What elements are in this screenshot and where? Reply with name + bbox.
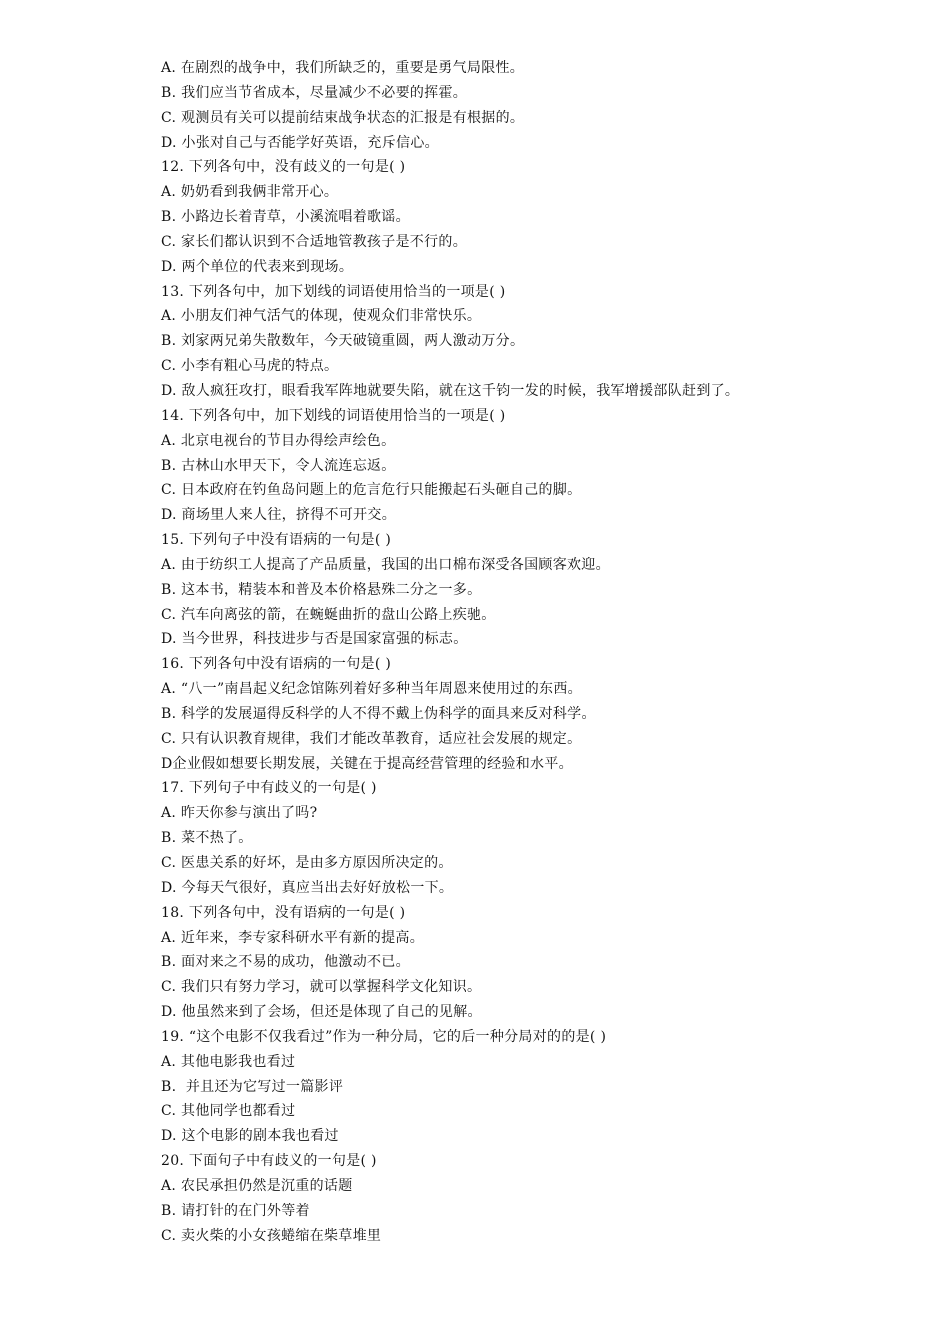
text-line: D. 两个单位的代表来到现场。 (161, 258, 354, 275)
text-line: D. 敌人疯狂攻打，眼看我军阵地就要失陷，就在这千钧一发的时候，我军增援部队赶到了。 (161, 382, 740, 399)
question-stem: 13. 下列各句中，加下划线的词语使用恰当的一项是( ) (161, 283, 506, 300)
text-line: C. 卖火柴的小女孩蜷缩在柴草堆里 (161, 1227, 382, 1244)
question-stem: 19. “这个电影不仅我看过”作为一种分局，它的后一种分局对的的是( ) (161, 1028, 607, 1045)
document-body (161, 56, 861, 1249)
text-line: A. 北京电视台的节目办得绘声绘色。 (161, 432, 396, 449)
question-stem: 18. 下列各句中，没有语病的一句是( ) (161, 904, 406, 921)
text-line: D. 商场里人来人往，挤得不可开交。 (161, 507, 397, 524)
text-line: A. “八一”南昌起义纪念馆陈列着好多种当年周恩来使用过的东西。 (161, 681, 582, 698)
text-line: C. 医患关系的好坏，是由多方原因所决定的。 (161, 855, 453, 871)
question-stem: 17. 下列句子中有歧义的一句是( ) (161, 780, 377, 797)
question-stem: 15. 下列句子中没有语病的一句是( ) (161, 532, 392, 549)
text-line: B. 并且还为它写过一篇影评 (161, 1078, 344, 1095)
text-line: A. 奶奶看到我俩非常开心。 (161, 184, 339, 201)
text-line: A. 由于纺织工人提高了产品质量，我国的出口棉布深受各国顾客欢迎。 (161, 556, 610, 573)
text-line: B. 面对来之不易的成功，他激动不已。 (161, 954, 410, 971)
text-line: C. 汽车向离弦的箭，在蜿蜒曲折的盘山公路上疾驰。 (161, 606, 496, 623)
text-line: A. 昨天你参与演出了吗? (161, 805, 318, 822)
text-line: C. 日本政府在钓鱼岛问题上的危言危行只能搬起石头砸自己的脚。 (161, 482, 582, 499)
text-line: B. 请打针的在门外等着 (161, 1202, 310, 1219)
text-line: C. 我们只有努力学习，就可以掌握科学文化知识。 (161, 979, 482, 996)
text-line: C. 家长们都认识到不合适地管教孩子是不行的。 (161, 233, 468, 250)
text-line: C. 其他同学也都看过 (161, 1103, 296, 1120)
text-line: B. 科学的发展逼得反科学的人不得不戴上伪科学的面具来反对科学。 (161, 705, 596, 722)
text-line: A. 在剧烈的战争中，我们所缺乏的，重要是勇气局限性。 (161, 60, 525, 76)
text-line: C. 小李有粗心马虎的特点。 (161, 358, 339, 375)
text-line: A. 近年来，李专家科研水平有新的提高。 (161, 929, 425, 946)
text-line: D. 他虽然来到了会场，但还是体现了自己的见解。 (161, 1004, 482, 1021)
text-line: B. 这本书，精装本和普及本价格悬殊二分之一多。 (161, 581, 482, 598)
question-stem: 20. 下面句子中有歧义的一句是( ) (161, 1153, 377, 1170)
text-line: D. 这个电影的剧本我也看过 (161, 1128, 339, 1145)
question-stem: 12. 下列各句中，没有歧义的一句是( ) (161, 159, 406, 176)
question-stem: 16. 下列各句中没有语病的一句是( ) (161, 656, 392, 673)
text-line: D. 当今世界，科技进步与否是国家富强的标志。 (161, 631, 468, 648)
text-line: A. 小朋友们神气活气的体现，使观众们非常快乐。 (161, 308, 482, 325)
text-line: D企业假如想要长期发展，关键在于提高经营管理的经验和水平。 (161, 755, 573, 772)
text-line: B. 小路边长着青草，小溪流唱着歌谣。 (161, 209, 410, 226)
text-line: C. 只有认识教育规律，我们才能改革教育，适应社会发展的规定。 (161, 730, 582, 747)
text-line: B. 刘家两兄弟失散数年，今天破镜重圆，两人激动万分。 (161, 333, 525, 350)
text-line: A. 其他电影我也看过 (161, 1053, 296, 1070)
text-line: D. 今每天气很好，真应当出去好好放松一下。 (161, 879, 454, 896)
text-line: B. 古林山水甲天下，令人流连忘返。 (161, 457, 396, 474)
question-stem: 14. 下列各句中，加下划线的词语使用恰当的一项是( ) (161, 407, 506, 424)
text-line: A. 农民承担仍然是沉重的话题 (161, 1177, 353, 1194)
text-line: B. 我们应当节省成本，尽量减少不必要的挥霍。 (161, 84, 468, 101)
text-line: D. 小张对自己与否能学好英语，充斥信心。 (161, 134, 439, 151)
text-line: C. 观测员有关可以提前结束战争状态的汇报是有根据的。 (161, 109, 525, 126)
text-line: B. 菜不热了。 (161, 830, 253, 847)
